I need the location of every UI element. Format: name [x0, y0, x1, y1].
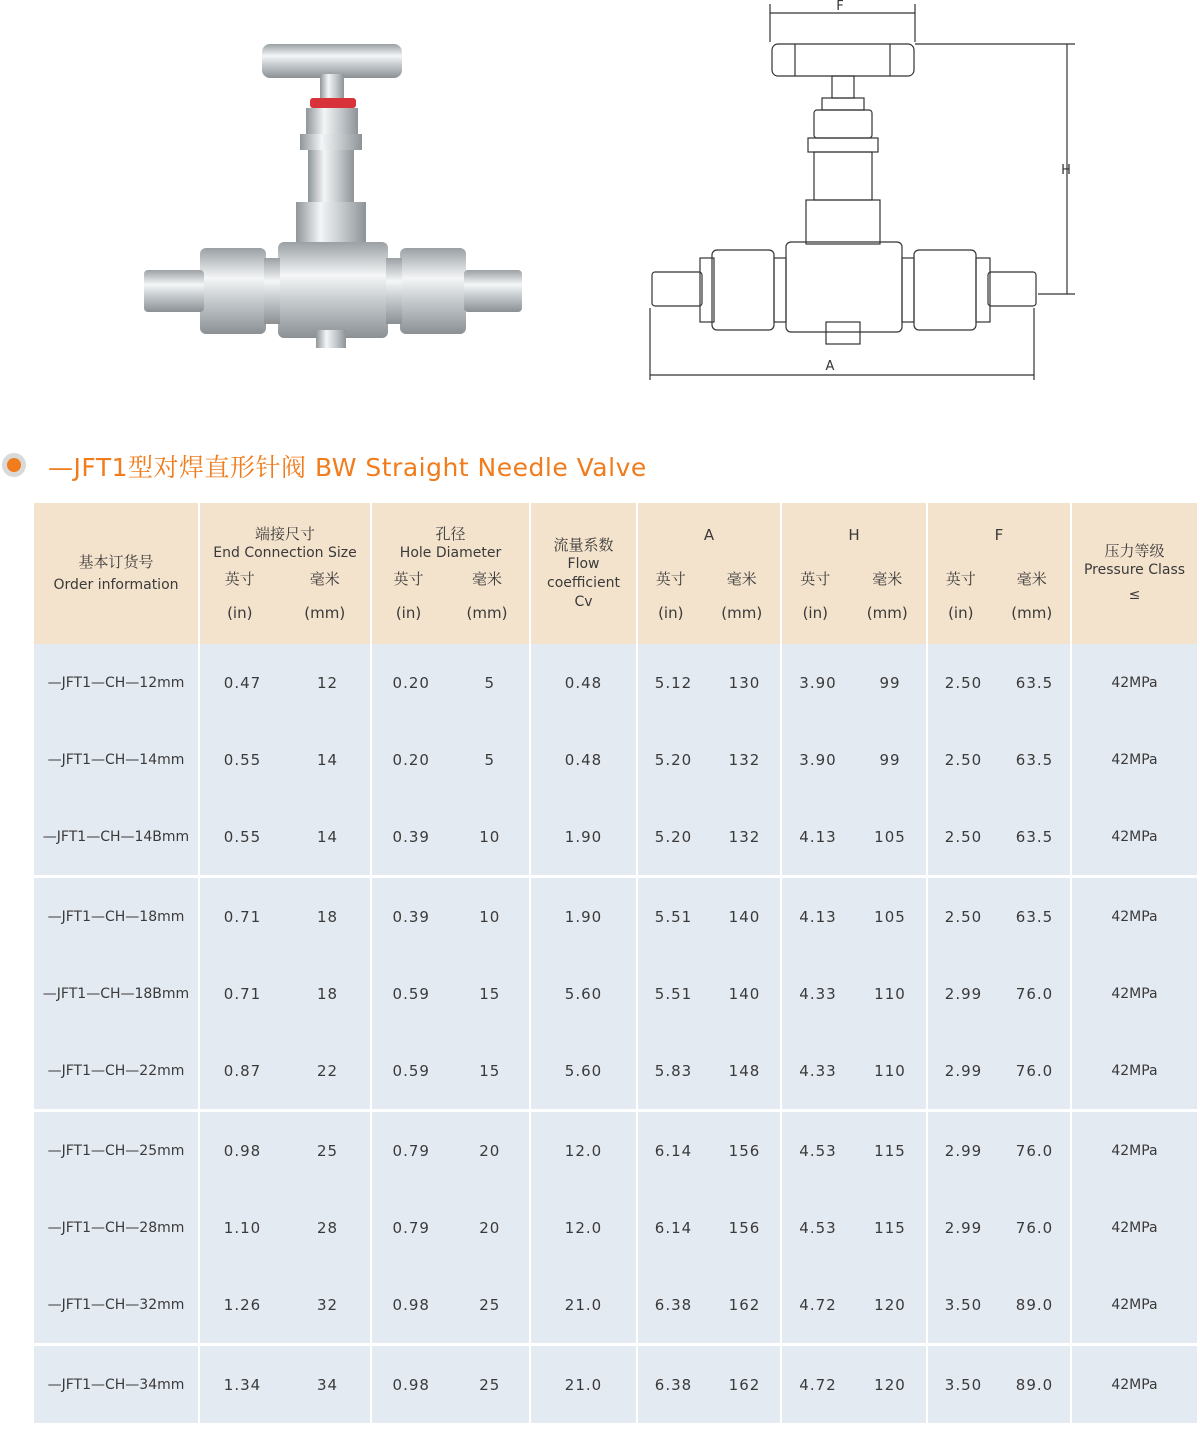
- cell-pressure: 42MPa: [1071, 955, 1197, 1032]
- cell-f-in: 2.50: [944, 907, 983, 926]
- drawing-label-a: A: [825, 359, 835, 374]
- unit-mm-en: (mm): [866, 603, 908, 622]
- cell-end-size-mm: 14: [316, 750, 339, 769]
- cell-group: [371, 1345, 530, 1424]
- cell-group: [371, 721, 530, 798]
- cell-h-in: 4.13: [799, 907, 837, 926]
- header-h-label: H: [848, 525, 860, 544]
- cell-order-number: —JFT1—CH—25mm: [34, 1111, 199, 1190]
- cell-group: [371, 1032, 530, 1111]
- unit-mm-cn: 毫米: [309, 570, 340, 588]
- unit-in-cn: 英寸: [393, 570, 424, 588]
- cell-group: [637, 1189, 781, 1266]
- header-end-connection: [199, 503, 371, 644]
- cell-group: [371, 1266, 530, 1345]
- cell-f-mm: 63.5: [1015, 673, 1054, 692]
- cell-group: [371, 1189, 530, 1266]
- cell-a-mm: 162: [728, 1295, 761, 1314]
- cell-h-in: 4.13: [799, 827, 837, 846]
- cell-group: [371, 1111, 530, 1190]
- cell-a-in: 5.51: [654, 907, 693, 926]
- cell-flow-cv: 5.60: [530, 1032, 637, 1111]
- cell-end-size-in: 0.87: [223, 1061, 262, 1080]
- cell-hole-in: 0.59: [392, 984, 430, 1003]
- cell-a-in: 6.38: [654, 1295, 693, 1314]
- cell-end-size-in: 0.71: [223, 907, 262, 926]
- cell-hole-in: 0.20: [392, 750, 430, 769]
- cell-end-size-in: 0.71: [223, 984, 262, 1003]
- unit-mm-cn: 毫米: [872, 569, 903, 588]
- header-order: [34, 503, 199, 644]
- cell-h-in: 4.33: [799, 1061, 837, 1080]
- cell-end-size-in: 0.98: [223, 1141, 262, 1160]
- cell-group: [637, 644, 781, 721]
- cell-pressure: 42MPa: [1071, 1266, 1197, 1345]
- table-row: [34, 721, 1197, 798]
- cell-end-size-mm: 28: [316, 1218, 339, 1237]
- cell-f-mm: 63.5: [1015, 750, 1054, 769]
- cell-h-mm: 120: [874, 1375, 906, 1394]
- cell-hole-in: 0.98: [392, 1375, 430, 1394]
- cell-group: [371, 644, 530, 721]
- cell-group: [199, 1032, 371, 1111]
- header-h: [781, 503, 927, 644]
- cell-group: [637, 1345, 781, 1424]
- cell-hole-mm: 15: [479, 1061, 501, 1080]
- cell-h-in: 4.53: [799, 1218, 837, 1237]
- cell-a-in: 5.20: [654, 750, 693, 769]
- unit-in-en: (in): [395, 604, 422, 622]
- cell-h-in: 4.72: [799, 1295, 837, 1314]
- cell-h-mm: 110: [874, 984, 906, 1003]
- cell-pressure: 42MPa: [1071, 1345, 1197, 1424]
- cell-f-in: 2.99: [944, 1141, 983, 1160]
- cell-end-size-in: 0.55: [223, 750, 262, 769]
- cell-h-mm: 110: [874, 1061, 906, 1080]
- cell-order-number: —JFT1—CH—12mm: [34, 644, 199, 721]
- cell-a-mm: 156: [728, 1141, 761, 1160]
- cell-a-in: 6.38: [654, 1375, 693, 1394]
- cell-group: [637, 1032, 781, 1111]
- cell-f-mm: 76.0: [1015, 1218, 1054, 1237]
- cell-hole-in: 0.79: [392, 1218, 430, 1237]
- section-title: —JFT1型对焊直形针阀 BW Straight Needle Valve: [48, 453, 647, 482]
- table-row: [34, 798, 1197, 877]
- header-flow-en2: coefficient: [547, 574, 620, 591]
- cell-pressure: 42MPa: [1071, 798, 1197, 877]
- cell-group: [637, 721, 781, 798]
- cell-group: [781, 721, 927, 798]
- cell-group: [781, 644, 927, 721]
- cell-order-number: —JFT1—CH—34mm: [34, 1345, 199, 1424]
- cell-hole-mm: 10: [479, 827, 501, 846]
- drawing-label-f: F: [836, 0, 844, 14]
- cell-end-size-mm: 18: [316, 984, 339, 1003]
- unit-mm-en: (mm): [304, 604, 346, 622]
- cell-flow-cv: 21.0: [530, 1266, 637, 1345]
- cell-group: [199, 1266, 371, 1345]
- cell-group: [371, 955, 530, 1032]
- cell-group: [637, 1111, 781, 1190]
- cell-order-number: —JFT1—CH—18mm: [34, 877, 199, 956]
- cell-f-in: 2.50: [944, 827, 983, 846]
- header-flow-en3: Cv: [574, 593, 593, 610]
- cell-a-mm: 156: [728, 1218, 761, 1237]
- cell-end-size-mm: 34: [316, 1375, 339, 1394]
- table-row: [34, 877, 1197, 956]
- cell-h-in: 3.90: [799, 750, 837, 769]
- header-flow-en1: Flow: [567, 555, 600, 572]
- cell-group: [199, 1189, 371, 1266]
- table-row: [34, 644, 1197, 721]
- table-body: [34, 644, 1197, 1423]
- cell-group: [781, 1266, 927, 1345]
- cell-hole-mm: 25: [479, 1295, 501, 1314]
- cell-group: [781, 955, 927, 1032]
- cell-h-mm: 115: [874, 1141, 906, 1160]
- cell-end-size-in: 1.34: [223, 1375, 262, 1394]
- cell-f-mm: 63.5: [1015, 907, 1054, 926]
- cell-a-mm: 140: [728, 907, 761, 926]
- cell-end-size-mm: 14: [316, 827, 339, 846]
- cell-hole-in: 0.79: [392, 1141, 430, 1160]
- cell-group: [199, 955, 371, 1032]
- cell-group: [199, 877, 371, 956]
- cell-end-size-mm: 25: [316, 1141, 339, 1160]
- cell-f-in: 2.99: [944, 984, 983, 1003]
- header-order-cn: 基本订货号: [78, 552, 154, 571]
- cell-a-mm: 132: [728, 827, 761, 846]
- cell-group: [637, 877, 781, 956]
- cell-hole-in: 0.39: [392, 827, 430, 846]
- cell-flow-cv: 0.48: [530, 721, 637, 798]
- unit-mm-cn: 毫米: [471, 570, 502, 588]
- cell-end-size-in: 1.10: [223, 1218, 262, 1237]
- unit-in-cn: 英寸: [945, 569, 976, 588]
- table-row: [34, 1032, 1197, 1111]
- cell-f-in: 2.50: [944, 750, 983, 769]
- cell-h-mm: 120: [874, 1295, 906, 1314]
- unit-mm-en: (mm): [466, 604, 508, 622]
- cell-group: [927, 955, 1071, 1032]
- cell-hole-mm: 5: [484, 750, 496, 769]
- cell-order-number: —JFT1—CH—28mm: [34, 1189, 199, 1266]
- header-a-label: A: [703, 525, 715, 544]
- cell-order-number: —JFT1—CH—32mm: [34, 1266, 199, 1345]
- unit-in-cn: 英寸: [800, 569, 831, 588]
- cell-a-in: 6.14: [654, 1141, 693, 1160]
- cell-a-in: 5.51: [654, 984, 693, 1003]
- cell-h-in: 4.72: [799, 1375, 837, 1394]
- cell-hole-in: 0.39: [392, 907, 430, 926]
- cell-group: [781, 1032, 927, 1111]
- cell-group: [927, 1266, 1071, 1345]
- header-hole-diameter: [371, 503, 530, 644]
- cell-group: [199, 1345, 371, 1424]
- cell-end-size-mm: 22: [316, 1061, 339, 1080]
- cell-group: [927, 1345, 1071, 1424]
- cell-end-size-mm: 12: [316, 673, 339, 692]
- cell-hole-mm: 15: [479, 984, 501, 1003]
- cell-pressure: 42MPa: [1071, 644, 1197, 721]
- cell-flow-cv: 5.60: [530, 955, 637, 1032]
- valve-photo: [130, 30, 530, 360]
- cell-a-in: 6.14: [654, 1218, 693, 1237]
- table-row: [34, 1266, 1197, 1345]
- cell-flow-cv: 1.90: [530, 798, 637, 877]
- cell-group: [199, 1111, 371, 1190]
- table-row: [34, 1111, 1197, 1190]
- cell-hole-in: 0.98: [392, 1295, 430, 1314]
- cell-group: [199, 798, 371, 877]
- valve-dimension-drawing: [640, 0, 1090, 385]
- header-f: [927, 503, 1071, 644]
- cell-a-in: 5.83: [654, 1061, 693, 1080]
- table-header-row: [34, 503, 1197, 644]
- cell-hole-mm: 10: [479, 907, 501, 926]
- cell-f-mm: 76.0: [1015, 984, 1054, 1003]
- cell-group: [781, 1189, 927, 1266]
- cell-order-number: —JFT1—CH—14mm: [34, 721, 199, 798]
- cell-a-mm: 162: [728, 1375, 761, 1394]
- header-flow-cn: 流量系数: [553, 535, 614, 554]
- cell-group: [637, 798, 781, 877]
- cell-a-in: 5.20: [654, 827, 693, 846]
- header-f-label: F: [994, 525, 1004, 544]
- cell-f-mm: 63.5: [1015, 827, 1054, 846]
- cell-hole-in: 0.20: [392, 673, 430, 692]
- cell-group: [371, 877, 530, 956]
- unit-in-en: (in): [948, 603, 974, 622]
- header-flow-coefficient: [530, 503, 637, 644]
- header-end-en: End Connection Size: [213, 545, 357, 561]
- cell-f-in: 2.99: [944, 1061, 983, 1080]
- cell-pressure: 42MPa: [1071, 1032, 1197, 1111]
- spec-table: [34, 503, 1197, 1423]
- unit-in-en: (in): [227, 604, 253, 622]
- cell-f-mm: 76.0: [1015, 1141, 1054, 1160]
- cell-group: [199, 721, 371, 798]
- cell-group: [927, 644, 1071, 721]
- cell-order-number: —JFT1—CH—14Bmm: [34, 798, 199, 877]
- cell-group: [781, 877, 927, 956]
- header-pressure-symbol: ≤: [1128, 587, 1141, 603]
- cell-group: [927, 721, 1071, 798]
- cell-end-size-mm: 18: [316, 907, 339, 926]
- cell-group: [927, 1189, 1071, 1266]
- cell-a-mm: 148: [728, 1061, 761, 1080]
- unit-mm-en: (mm): [721, 603, 763, 622]
- cell-end-size-in: 0.47: [223, 673, 262, 692]
- cell-f-in: 3.50: [944, 1295, 983, 1314]
- cell-flow-cv: 0.48: [530, 644, 637, 721]
- cell-group: [927, 877, 1071, 956]
- cell-f-in: 2.99: [944, 1218, 983, 1237]
- cell-f-in: 3.50: [944, 1375, 983, 1394]
- cell-group: [927, 798, 1071, 877]
- unit-in-cn: 英寸: [655, 569, 686, 588]
- table-row: [34, 1345, 1197, 1424]
- cell-order-number: —JFT1—CH—22mm: [34, 1032, 199, 1111]
- unit-mm-en: (mm): [1011, 603, 1053, 622]
- cell-pressure: 42MPa: [1071, 1189, 1197, 1266]
- cell-h-mm: 105: [874, 907, 906, 926]
- cell-a-mm: 130: [728, 673, 761, 692]
- cell-h-mm: 99: [879, 750, 901, 769]
- cell-group: [781, 798, 927, 877]
- unit-mm-cn: 毫米: [726, 569, 757, 588]
- cell-f-mm: 89.0: [1015, 1295, 1054, 1314]
- cell-h-in: 4.33: [799, 984, 837, 1003]
- section-title-row: [0, 446, 1200, 486]
- cell-h-mm: 115: [874, 1218, 906, 1237]
- header-pressure-class: [1071, 503, 1197, 644]
- cell-f-mm: 89.0: [1015, 1375, 1054, 1394]
- header-hole-en: Hole Diameter: [399, 545, 502, 561]
- table-row: [34, 1189, 1197, 1266]
- cell-end-size-in: 1.26: [223, 1295, 262, 1314]
- cell-hole-mm: 25: [479, 1375, 501, 1394]
- cell-a-mm: 132: [728, 750, 761, 769]
- cell-group: [927, 1111, 1071, 1190]
- cell-flow-cv: 21.0: [530, 1345, 637, 1424]
- cell-hole-mm: 20: [479, 1218, 501, 1237]
- cell-pressure: 42MPa: [1071, 721, 1197, 798]
- cell-pressure: 42MPa: [1071, 1111, 1197, 1190]
- unit-in-cn: 英寸: [224, 570, 255, 588]
- cell-h-in: 4.53: [799, 1141, 837, 1160]
- header-pressure-cn: 压力等级: [1104, 542, 1165, 560]
- table-row: [34, 955, 1197, 1032]
- cell-pressure: 42MPa: [1071, 877, 1197, 956]
- cell-group: [637, 1266, 781, 1345]
- unit-in-en: (in): [802, 603, 828, 622]
- cell-group: [371, 798, 530, 877]
- unit-mm-cn: 毫米: [1016, 569, 1047, 588]
- cell-flow-cv: 12.0: [530, 1189, 637, 1266]
- cell-f-mm: 76.0: [1015, 1061, 1054, 1080]
- cell-h-mm: 105: [874, 827, 906, 846]
- cell-group: [927, 1032, 1071, 1111]
- cell-h-mm: 99: [879, 673, 901, 692]
- bullet-icon: [2, 453, 26, 477]
- cell-flow-cv: 12.0: [530, 1111, 637, 1190]
- cell-hole-mm: 5: [484, 673, 496, 692]
- cell-end-size-in: 0.55: [223, 827, 262, 846]
- header-end-cn: 端接尺寸: [254, 525, 315, 543]
- cell-hole-in: 0.59: [392, 1061, 430, 1080]
- cell-group: [199, 644, 371, 721]
- cell-a-mm: 140: [728, 984, 761, 1003]
- header-a: [637, 503, 781, 644]
- cell-a-in: 5.12: [654, 673, 693, 692]
- drawing-label-h: H: [1061, 163, 1071, 178]
- cell-order-number: —JFT1—CH—18Bmm: [34, 955, 199, 1032]
- unit-in-en: (in): [658, 603, 684, 622]
- cell-hole-mm: 20: [479, 1141, 501, 1160]
- cell-f-in: 2.50: [944, 673, 983, 692]
- cell-group: [781, 1111, 927, 1190]
- cell-group: [781, 1345, 927, 1424]
- header-pressure-en: Pressure Class: [1083, 562, 1186, 578]
- header-hole-cn: 孔径: [435, 525, 466, 543]
- cell-h-in: 3.90: [799, 673, 837, 692]
- cell-end-size-mm: 32: [316, 1295, 339, 1314]
- cell-group: [637, 955, 781, 1032]
- cell-flow-cv: 1.90: [530, 877, 637, 956]
- header-order-en: Order information: [53, 576, 179, 593]
